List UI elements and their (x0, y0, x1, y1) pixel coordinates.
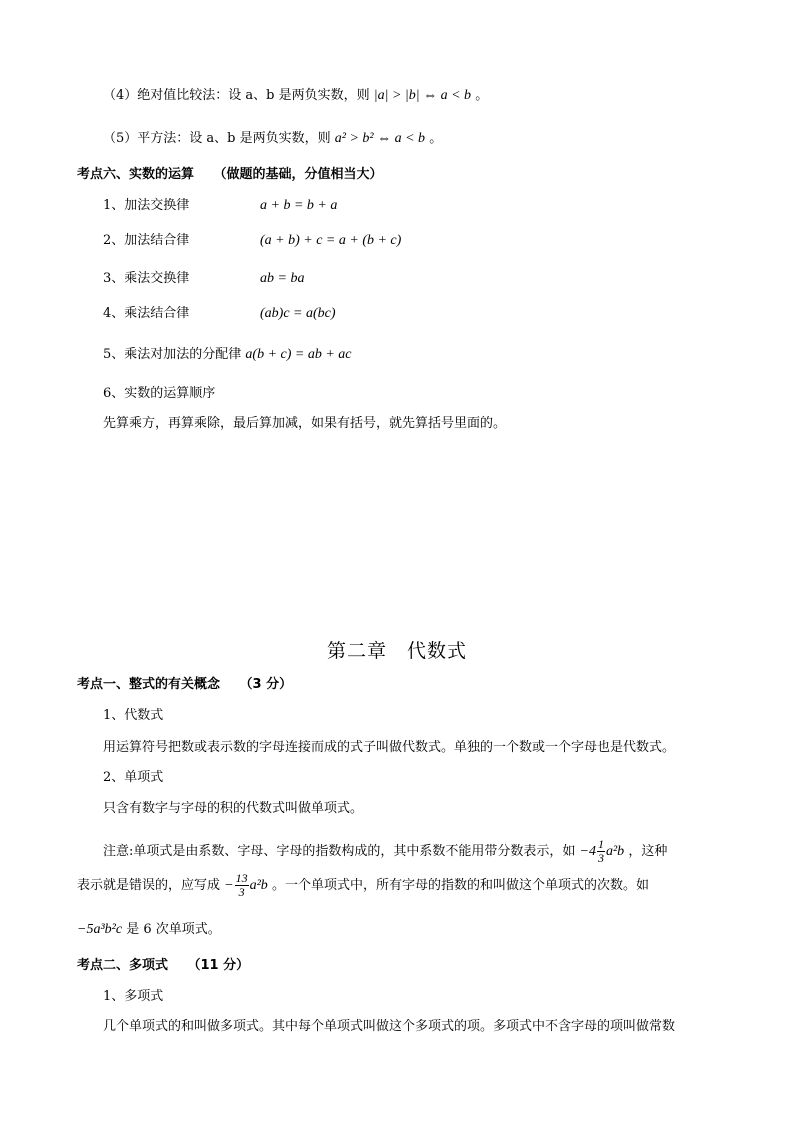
law-formula: (ab)c = a(bc) (260, 306, 336, 321)
law-formula: (a + b) + c = a + (b + c) (260, 233, 402, 248)
subheading-algebraic-expression: 1、代数式 (103, 708, 164, 723)
monomial-example: −5a³b²c (77, 922, 123, 937)
note-text: 表示就是错误的，应写成 (77, 878, 221, 893)
line-absolute-value-method (103, 86, 488, 106)
fraction (235, 872, 249, 899)
law-formula: a(b + c) = ab + ac (245, 347, 352, 362)
law-row (103, 269, 189, 289)
fraction-numerator: 1 (597, 837, 604, 851)
law-formula: a + b = b + a (260, 198, 338, 213)
note-text-end: ，这种 (628, 844, 668, 859)
note-line-3 (77, 920, 221, 940)
square-method-formula: a² > b² ⇔ a < b (334, 131, 426, 146)
note-text-end: 。一个单项式中，所有字母的指数的和叫做这个单项式的次数。如 (271, 878, 649, 893)
note-text: 注意:单项式是由系数、字母、字母的指数构成的，其中系数不能用带分数表示，如 (103, 844, 576, 859)
fraction-numerator: 13 (235, 871, 248, 885)
period: 。 (475, 88, 489, 103)
law-label: 2、加法结合律 (103, 233, 190, 248)
subheading-polynomial: 1、多项式 (103, 989, 164, 1004)
monomial-variables: a²b (249, 878, 268, 893)
minus-sign: − (224, 878, 234, 893)
absolute-value-text: （4）绝对值比较法：设 a、b 是两负实数，则 (103, 88, 370, 103)
period: 。 (429, 131, 443, 146)
section-heading-kd1: 考点一、整式的有关概念 （3 分） (77, 677, 293, 692)
note-text-end: 是 6 次单项式。 (126, 922, 221, 937)
law-label: 1、加法交换律 (103, 198, 190, 213)
note-line-2 (77, 868, 649, 904)
law-label: 3、乘法交换律 (103, 271, 190, 286)
law-row (103, 304, 189, 324)
paragraph-monomial: 只含有数字与字母的积的代数式叫做单项式。 (103, 801, 364, 816)
absolute-value-formula: |a| > |b| ⇔ a < b (373, 88, 472, 103)
law-row (103, 196, 189, 216)
subheading-monomial: 2、单项式 (103, 770, 164, 785)
law-label: 4、乘法结合律 (103, 306, 190, 321)
item-6-heading: 6、实数的运算顺序 (103, 386, 216, 401)
mixed-number-whole: −4 (579, 844, 596, 859)
fraction-denominator: 3 (597, 851, 604, 865)
law-row (103, 231, 189, 251)
law-row (103, 345, 352, 365)
section-heading-kd2: 考点二、多项式 （11 分） (77, 958, 250, 973)
fraction (597, 838, 605, 865)
paragraph-algebraic-expression: 用运算符号把数或表示数的字母连接而成的式子叫做代数式。单独的一个数或一个字母也是代数式。 (103, 740, 676, 755)
section-heading-kd6: 考点六、实数的运算 （做题的基础，分值相当大） (77, 167, 383, 182)
chapter-title: 第二章 代数式 (326, 640, 467, 662)
note-line-1 (103, 834, 667, 870)
monomial-variables: a²b (605, 844, 625, 859)
square-method-text: （5）平方法：设 a、b 是两负实数，则 (103, 131, 331, 146)
law-label: 5、乘法对加法的分配律 (103, 347, 242, 362)
law-formula: ab = ba (260, 271, 305, 286)
line-square-method (103, 129, 442, 149)
order-text: 先算乘方，再算乘除，最后算加减，如果有括号，就先算括号里面的。 (103, 416, 507, 431)
fraction-denominator: 3 (238, 885, 245, 899)
paragraph-polynomial: 几个单项式的和叫做多项式。其中每个单项式叫做这个多项式的项。多项式中不含字母的项叫做常数 (103, 1019, 676, 1034)
